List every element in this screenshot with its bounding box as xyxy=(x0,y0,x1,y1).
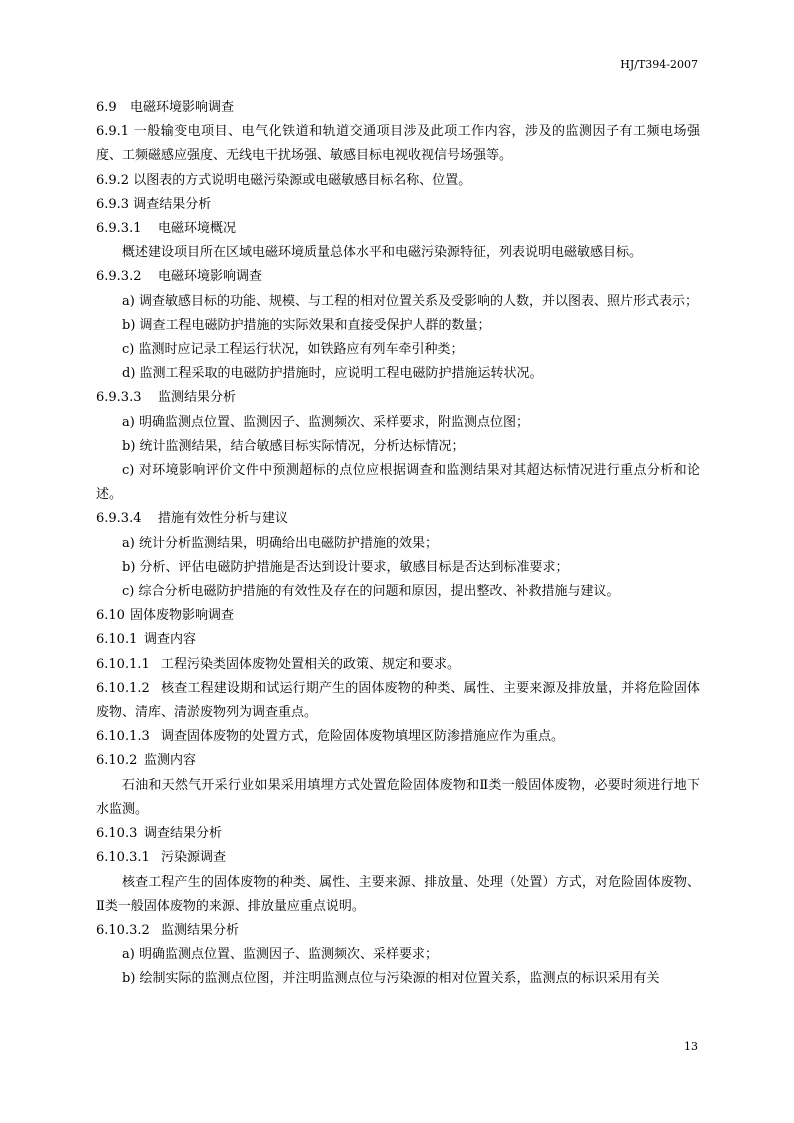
section-text: 固体废物影响调查 xyxy=(130,608,235,624)
section-number: 6.10.3 xyxy=(96,826,138,842)
section-number: 6.10.3.1 xyxy=(96,850,150,866)
section-number: 6.9 xyxy=(96,100,117,115)
list-item: c) 对环境影响评价文件中预测超标的点位应根据调查和监测结果对其超达标情况进行重点分析和论述。 xyxy=(96,463,700,503)
section-text: 电磁环境影响调查 xyxy=(158,269,263,285)
list-item: a) 明确监测点位置、监测因子、监测频次、采样要求，附监测点位图； xyxy=(122,414,529,430)
list-item: b) 调查工程电磁防护措施的实际效果和直接受保护人群的数量； xyxy=(122,317,491,333)
list-item: c) 监测时应记录工程运行状况，如铁路应有列车牵引种类； xyxy=(122,342,464,358)
section-text: 措施有效性分析与建议 xyxy=(158,511,289,527)
list-item: c) 综合分析电磁防护措施的有效性及存在的问题和原因，提出整改、补救措施与建议。 xyxy=(122,584,620,600)
section-heading xyxy=(96,749,700,773)
paragraph: 6.9.3 调查结果分析 xyxy=(96,196,212,212)
section-number: 6.9.3.3 xyxy=(96,390,142,406)
section-heading xyxy=(96,628,700,652)
section-heading xyxy=(96,846,700,870)
list-item: b) 统计监测结果，结合敏感目标实际情况，分析达标情况； xyxy=(122,438,465,454)
section-heading xyxy=(96,265,700,289)
paragraph: 6.9.1 一般输变电项目、电气化铁道和轨道交通项目涉及此项工作内容，涉及的监测因子有工频电场强度、工频磁感应强度、无线电干扰场强、敏感目标电视收视信号场强等。 xyxy=(96,124,700,164)
section-heading xyxy=(96,507,700,531)
section-heading xyxy=(96,217,700,241)
list-item: b) 分析、评估电磁防护措施是否达到设计要求，敏感目标是否达到标准要求； xyxy=(122,559,569,575)
paragraph: 核查工程产生的固体废物的种类、属性、主要来源、排放量、处理（处置）方式，对危险固体废物、Ⅱ类一般固体废物的来源、排放量应重点说明。 xyxy=(96,874,700,914)
section-number: 6.10.1 xyxy=(96,632,138,648)
document-body xyxy=(96,96,700,992)
section-text: 电磁环境概况 xyxy=(158,221,237,237)
section-text: 污染源调查 xyxy=(161,850,227,866)
section-text: 调查结果分析 xyxy=(144,826,223,842)
section-number: 6.10.3.2 xyxy=(96,922,150,938)
section-text: 监测结果分析 xyxy=(161,922,240,938)
section-text: 电磁环境影响调查 xyxy=(130,100,235,115)
section-text: 调查内容 xyxy=(144,632,197,648)
section-number: 6.9.3.2 xyxy=(96,269,142,285)
section-heading xyxy=(96,604,700,628)
paragraph: 6.9.2 以图表的方式说明电磁污染源或电磁敏感目标名称、位置。 xyxy=(96,172,472,188)
section-heading xyxy=(96,919,700,943)
list-item: d) 监测工程采取的电磁防护措施时，应说明工程电磁防护措施运转状况。 xyxy=(122,366,543,382)
page-number: 13 xyxy=(684,1040,698,1053)
section-number: 6.10.1.1 xyxy=(96,656,150,672)
section-heading xyxy=(96,725,700,749)
list-item: a) 调查敏感目标的功能、规模、与工程的相对位置关系及受影响的人数，并以图表、照片形式表示； xyxy=(122,293,698,309)
page-header-doc-code: HJ/T394-2007 xyxy=(620,58,698,71)
paragraph: 概述建设项目所在区域电磁环境质量总体水平和电磁污染源特征，列表说明电磁敏感目标。 xyxy=(122,245,643,261)
section-text: 监测结果分析 xyxy=(158,390,237,406)
section-number: 6.10.2 xyxy=(96,753,138,769)
list-item: a) 明确监测点位置、监测因子、监测频次、采样要求； xyxy=(122,947,438,963)
section-text: 工程污染类固体废物处置相关的政策、规定和要求。 xyxy=(161,656,461,672)
list-item: b) 绘制实际的监测点位图，并注明监测点位与污染源的相对位置关系，监测点的标识采用有关 xyxy=(122,971,660,987)
section-heading xyxy=(96,653,700,677)
section-number: 6.10.1.2 xyxy=(96,680,150,696)
section-text: 核查工程建设期和试运行期产生的固体废物的种类、属性、主要来源及排放量，并将危险固体废物、清库、清淤废物列为调查重点。 xyxy=(96,680,700,721)
section-heading xyxy=(96,677,700,725)
section-number: 6.9.3.1 xyxy=(96,221,142,237)
section-number: 6.9.3.4 xyxy=(96,511,142,527)
section-number: 6.10.1.3 xyxy=(96,729,150,745)
paragraph: 石油和天然气开采行业如果采用填埋方式处置危险固体废物和Ⅱ类一般固体废物，必要时须进行地下水监测。 xyxy=(96,777,700,817)
section-heading xyxy=(96,386,700,410)
section-heading xyxy=(96,822,700,846)
section-text: 监测内容 xyxy=(144,753,197,769)
section-number: 6.10 xyxy=(96,608,125,624)
section-text: 调查固体废物的处置方式，危险固体废物填埋区防渗措施应作为重点。 xyxy=(161,729,565,745)
list-item: a) 统计分析监测结果，明确给出电磁防护措施的效果； xyxy=(122,535,438,551)
section-heading xyxy=(96,96,700,120)
